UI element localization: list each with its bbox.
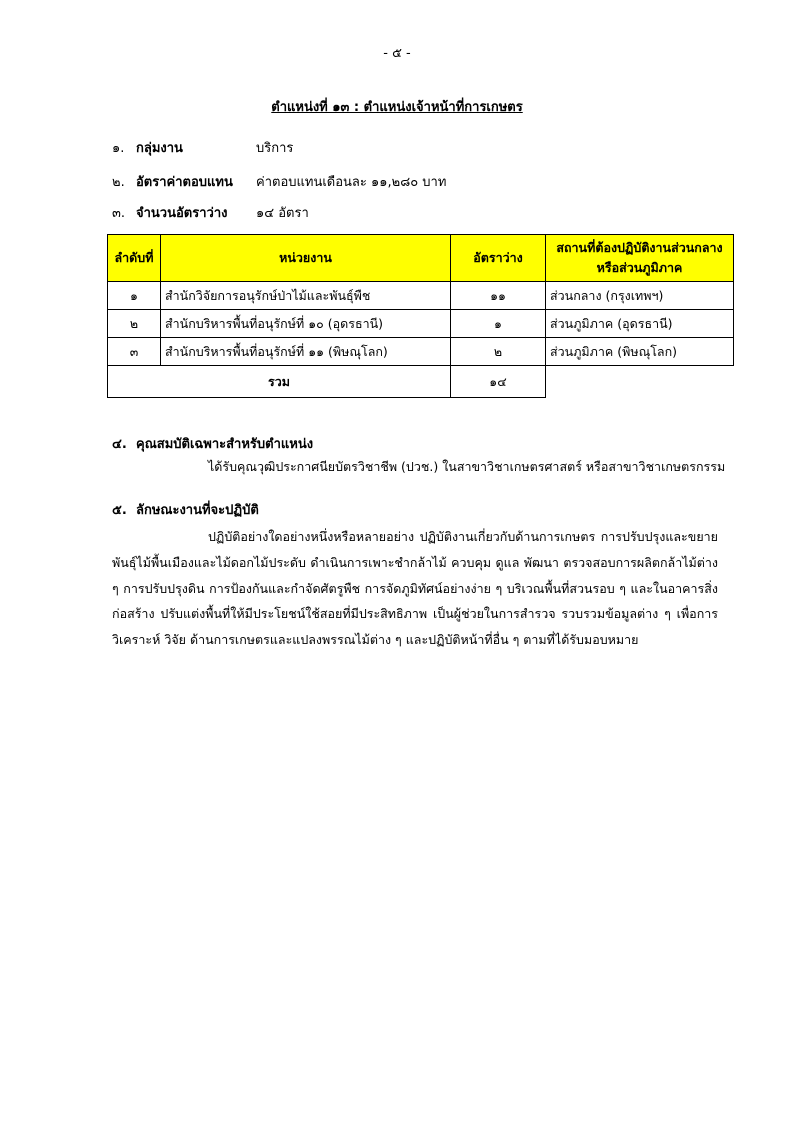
info-number: ๒. xyxy=(112,175,125,190)
info-row-vacancies xyxy=(112,202,309,223)
section-qualifications-heading xyxy=(112,433,313,454)
cell-vacancies: ๒ xyxy=(451,338,546,366)
cell-order: ๓ xyxy=(108,338,161,366)
header-order: ลำดับที่ xyxy=(108,235,161,282)
info-value: บริการ xyxy=(256,141,294,156)
table-header-row xyxy=(108,235,734,282)
table-row xyxy=(108,282,734,310)
total-value: ๑๔ xyxy=(451,366,546,398)
header-location: สถานที่ต้องปฏิบัติงานส่วนกลางหรือส่วนภูมิภาค xyxy=(546,235,734,282)
cell-location: ส่วนภูมิภาค (อุดรธานี) xyxy=(546,310,734,338)
info-number: ๑. xyxy=(112,141,125,156)
section-number: ๕. xyxy=(112,503,127,518)
cell-unit: สำนักบริหารพื้นที่อนุรักษ์ที่ ๑๐ (อุดรธานี) xyxy=(161,310,451,338)
cell-unit: สำนักบริหารพื้นที่อนุรักษ์ที่ ๑๑ (พิษณุโลก) xyxy=(161,338,451,366)
cell-order: ๒ xyxy=(108,310,161,338)
cell-unit: สำนักวิจัยการอนุรักษ์ป่าไม้และพันธุ์พืช xyxy=(161,282,451,310)
info-label: กลุ่มงาน xyxy=(136,141,183,156)
total-label: รวม xyxy=(108,366,451,398)
qualifications-text: ได้รับคุณวุฒิประกาศนียบัตรวิชาชีพ (ปวช.) ในสาขาวิชาเกษตรศาสตร์ หรือสาขาวิชาเกษตรกรรม xyxy=(208,459,726,474)
section-title: คุณสมบัติเฉพาะสำหรับตำแหน่ง xyxy=(136,437,314,452)
info-row-work-group xyxy=(112,137,293,158)
table-row xyxy=(108,338,734,366)
info-value: ๑๔ อัตรา xyxy=(256,206,309,221)
info-row-compensation xyxy=(112,171,446,192)
header-vacancies: อัตราว่าง xyxy=(451,235,546,282)
blank-cell xyxy=(546,366,734,398)
position-title: ตำแหน่งที่ ๑๓ : ตำแหน่งเจ้าหน้าที่การเกษตร xyxy=(271,100,523,115)
duties-text: ปฏิบัติอย่างใดอย่างหนึ่งหรือหลายอย่าง ปฏิบัติงานเกี่ยวกับด้านการเกษตร การปรับปรุงและขยายพันธุ์ไม้พื้นเมืองและไม้ดอกไม้ประดับ ดำเนินการเพาะชำกล้าไม้ ควบคุม ดูแล พัฒนา ตรวจสอบการผลิตกล้าไม้ต่าง ๆ การปรับปรุงดิน การป้องกันและกำจัดศัตรูพืช การจัดภูมิทัศน์อย่างง่าย ๆ บริเวณพื้นที่สวนรอบ ๆ และในอาคารสิ่งก่อสร้าง ปรับแต่งพื้นที่ให้มีประโยชน์ใช้สอยที่มีประสิทธิภาพ เป็นผู้ช่วยในการสำรวจ รวบรวมข้อมูลต่าง ๆ เพื่อการวิเคราะห์ วิจัย ด้านการเกษตรและแปลงพรรณไม้ต่าง ๆ และปฏิบัติหน้าที่อื่น ๆ ตามที่ได้รับมอบหมาย xyxy=(112,529,718,648)
cell-vacancies: ๑ xyxy=(451,310,546,338)
section-title: ลักษณะงานที่จะปฏิบัติ xyxy=(136,503,259,518)
section-number: ๔. xyxy=(112,437,127,452)
vacancy-table xyxy=(107,234,734,398)
cell-location: ส่วนกลาง (กรุงเทพฯ) xyxy=(546,282,734,310)
info-number: ๓. xyxy=(112,206,126,221)
info-value: ค่าตอบแทนเดือนละ ๑๑,๒๘๐ บาท xyxy=(256,175,447,190)
table-total-row xyxy=(108,366,734,398)
info-label: จำนวนอัตราว่าง xyxy=(136,206,228,221)
info-label: อัตราค่าตอบแทน xyxy=(136,175,233,190)
section-duties-heading xyxy=(112,499,259,520)
page-number: - ๕ - xyxy=(383,46,411,61)
cell-location: ส่วนภูมิภาค (พิษณุโลก) xyxy=(546,338,734,366)
table-row xyxy=(108,310,734,338)
cell-vacancies: ๑๑ xyxy=(451,282,546,310)
cell-order: ๑ xyxy=(108,282,161,310)
header-unit: หน่วยงาน xyxy=(161,235,451,282)
